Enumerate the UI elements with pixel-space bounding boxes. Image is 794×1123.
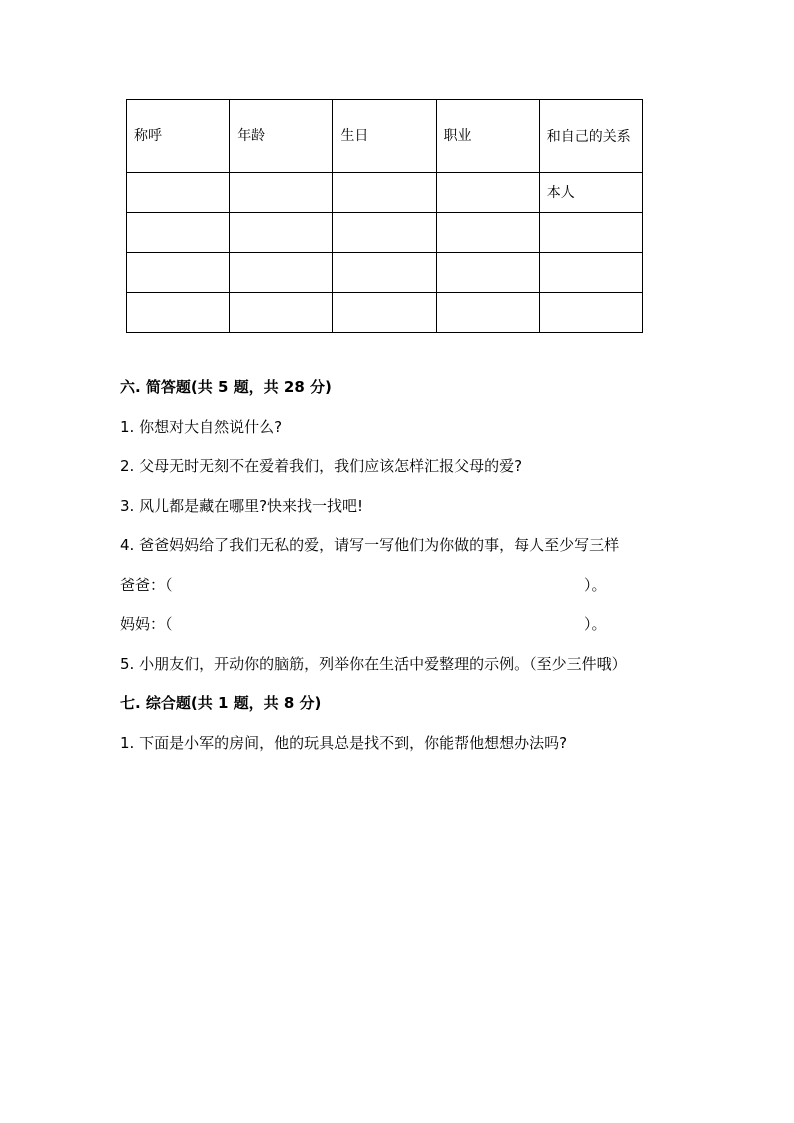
table-row (127, 173, 643, 213)
table-cell[interactable] (436, 293, 539, 333)
dad-answer-close: ）。 (584, 576, 607, 594)
question-6-4: 4. 爸爸妈妈给了我们无私的爱，请写一写他们为你做的事，每人至少写三样 (120, 536, 620, 554)
table-cell[interactable] (230, 253, 333, 293)
table-cell[interactable] (127, 253, 230, 293)
table-cell[interactable] (230, 173, 333, 213)
question-6-5: 5. 小朋友们，开动你的脑筋，列举你在生活中爱整理的示例。（至少三件哦） (120, 655, 627, 673)
table-cell: 本人 (539, 173, 642, 213)
table-cell[interactable] (127, 293, 230, 333)
table-row (127, 213, 643, 253)
table-cell[interactable] (230, 293, 333, 333)
table-cell[interactable] (333, 253, 436, 293)
table-cell[interactable] (436, 173, 539, 213)
section-6-title: 六. 简答题(共 5 题，共 28 分) (120, 378, 332, 396)
table-cell[interactable] (333, 173, 436, 213)
mom-answer-label: 妈妈：（ (120, 615, 173, 633)
table-header-cell: 职业 (436, 100, 539, 173)
question-7-1: 1. 下面是小军的房间，他的玩具总是找不到，你能帮他想想办法吗? (120, 734, 568, 752)
table-cell[interactable] (333, 213, 436, 253)
table-cell[interactable] (333, 293, 436, 333)
table-header-row (127, 100, 643, 173)
family-info-table (126, 99, 643, 333)
table-row (127, 253, 643, 293)
table-cell[interactable] (539, 253, 642, 293)
question-6-1: 1. 你想对大自然说什么? (120, 418, 283, 436)
mom-answer-close: ）。 (584, 615, 607, 633)
dad-answer-label: 爸爸：（ (120, 576, 173, 594)
table-cell[interactable] (436, 253, 539, 293)
table-cell[interactable] (539, 213, 642, 253)
table-header-cell: 和自己的关系 (539, 100, 642, 173)
table-header-cell: 称呼 (127, 100, 230, 173)
question-6-2: 2. 父母无时无刻不在爱着我们，我们应该怎样汇报父母的爱? (120, 457, 523, 475)
table-cell[interactable] (230, 213, 333, 253)
table-header-cell: 生日 (333, 100, 436, 173)
table-cell[interactable] (539, 293, 642, 333)
question-6-3: 3. 风儿都是藏在哪里?快来找一找吧! (120, 497, 364, 515)
table-cell[interactable] (127, 213, 230, 253)
table-row (127, 293, 643, 333)
table-cell[interactable] (127, 173, 230, 213)
table-header-cell: 年龄 (230, 100, 333, 173)
section-7-title: 七. 综合题(共 1 题，共 8 分) (120, 694, 322, 712)
table-cell[interactable] (436, 213, 539, 253)
